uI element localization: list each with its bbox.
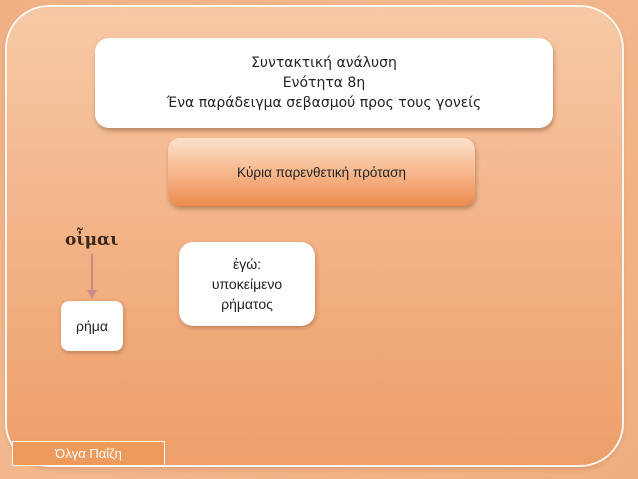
verb-role-box bbox=[61, 301, 123, 351]
author-name: Όλγα Παΐζη bbox=[55, 446, 122, 461]
title-box bbox=[95, 38, 553, 128]
down-arrow-icon bbox=[85, 254, 99, 300]
subject-role-line2: ρήματος bbox=[221, 296, 273, 312]
title-line-subtitle: Ένα παράδειγμα σεβασμού προς τους γονείς bbox=[166, 95, 482, 111]
main-clause-box bbox=[168, 138, 475, 206]
title-line-unit: Ενότητα 8η bbox=[282, 75, 366, 91]
main-clause-label: Κύρια παρενθετική πρόταση bbox=[237, 164, 406, 180]
verb-word: οἶμαι bbox=[65, 230, 119, 250]
verb-role-label: ρήμα bbox=[76, 318, 108, 334]
subject-word: ἐγώ: bbox=[232, 256, 262, 272]
author-tag bbox=[12, 441, 165, 466]
title-line-heading: Συντακτική ανάλυση bbox=[251, 55, 397, 71]
subject-box bbox=[179, 242, 315, 326]
subject-role-line1: υποκείμενο bbox=[211, 276, 283, 292]
